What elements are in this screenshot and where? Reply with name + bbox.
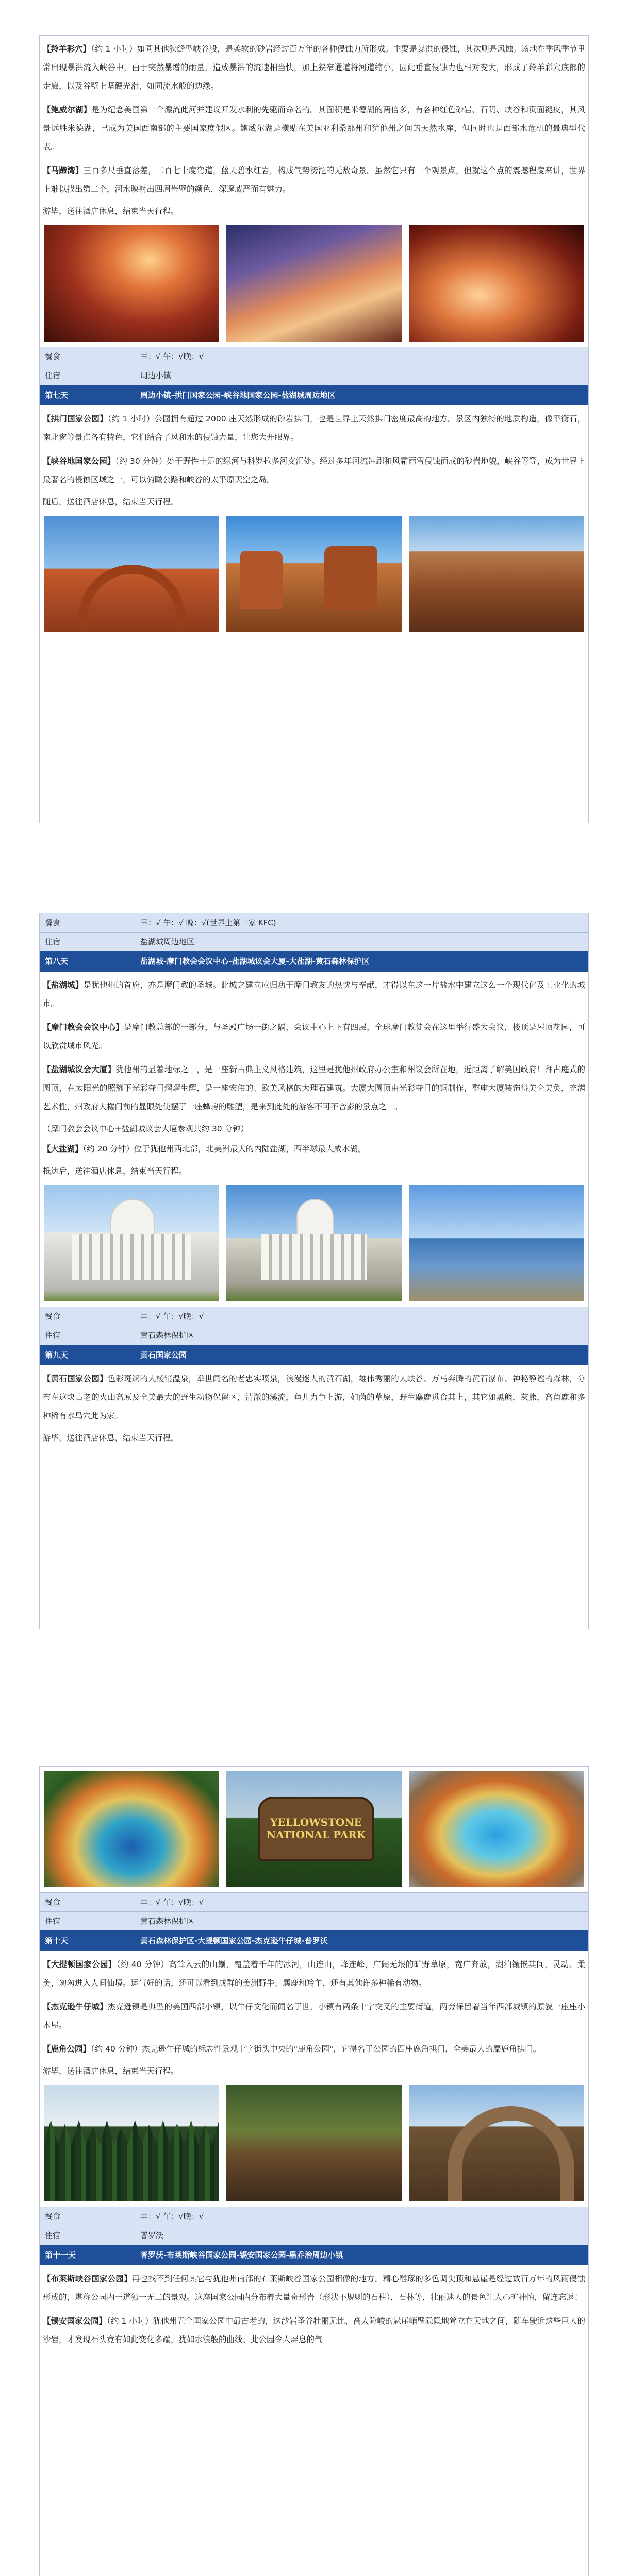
paragraph-yellowstone xyxy=(40,1369,588,1425)
row-label: 住宿 xyxy=(40,933,135,951)
paragraph-text: 再也找不到任何其它与犹他州南部的布莱斯峡谷国家公园相像的地方。精心雕琢的多色调尖顶和悬崖是经过数百万年的风雨侵蚀形成的，堪称公园内一道独一无二的景观。这座国家公园内分布着大量奇形岩（形状不规则的石柱），石林等，壮丽迷人的景色让人心旷神怡，留连忘返！ xyxy=(43,2274,585,2302)
day-label: 第十天 xyxy=(40,1930,135,1951)
day-label: 第九天 xyxy=(40,1345,135,1365)
day-label: 第八天 xyxy=(40,951,135,972)
paragraph-conference-center xyxy=(40,1018,588,1055)
row-label: 住宿 xyxy=(40,1912,135,1930)
row-label: 餐食 xyxy=(40,1893,135,1911)
paragraph-antelope xyxy=(40,40,588,95)
paragraph-text: 三百多尺垂直落差，二百七十度弯道，蓝天碧水红岩，构成气势滂沱的无敌奇景。虽然它只有一个观景点，但就这个点的震撼程度来讲，世界上难以找出第二个，河水映射出四周岩壁的颜色，深邃威严而有魅力。 xyxy=(43,166,585,194)
paragraph-text: 犹他州的显着地标之一，是一座新古典主义风格建筑，这里是犹他州政府办公室和州议会所在地，近距离了解美国政府！拜占庭式的圆顶，在太阳光的照耀下光彩夺目熠熠生辉，是一座宏伟的、欧美风格的大理石建筑。大厦大圆顶由光彩夺目的铜制作，整座大厦装饰得美仑美奂，充满艺术性，州政府大楼门前的显眼处使摆了一座蜂房的雕塑，是来到此处的游客不可不合影的景点之一。 xyxy=(43,1065,585,1111)
meal-row xyxy=(40,913,588,932)
paragraph-text: 是犹他州的首府，亦是摩门教的圣城。此城之建立应归功于摩门教友的热忱与奉献，才得以在这一片盐水中建立这么一个现代化及工业化的城市。 xyxy=(43,980,585,1008)
highlight-label: 【盐湖城议会大厦】 xyxy=(43,1065,116,1074)
paragraph-text: 是为纪念美国第一个漂流此河并建议开发水利的先驱而命名的。其面积是米德湖的两倍多，有各种红色砂岩、石阴、峡谷和页面褪皮，其风景远胜米德湖，已成为美国西南部的主要国家度假区。鲍威尔湖是横贴在美国亚利桑那州和犹他州之间的天然水库，但同时也是西部水危机的最典型代表。 xyxy=(43,105,585,151)
grand-prismatic-photo xyxy=(409,1771,584,1887)
paragraph-powell xyxy=(40,100,588,156)
stay-row xyxy=(40,366,588,385)
antelope-canyon-photo xyxy=(409,225,584,342)
day-route: 黄石国家公园 xyxy=(140,1350,187,1360)
paragraph-text: （约 40 分钟）高耸入云的山巅，覆盖着千年的冰河，山连山，峰连峰，广阔无垠的旷野草原，宽广奔放，湖泊镶嵌其间，灵动、柔美，匆匆进入人间仙境。运气好的话，还可以看到成群的美洲野牛、麋鹿和羚羊，还有其他许多种稀有动物。 xyxy=(43,1960,585,1988)
arches-park-photo xyxy=(226,516,402,632)
itinerary-section-3 xyxy=(39,1766,589,2576)
highlight-label: 【鹿角公园】 xyxy=(43,2044,91,2054)
yellowstone-sign: YELLOWSTONE NATIONAL PARK xyxy=(258,1797,374,1861)
highlight-label: 【羚羊彩穴】 xyxy=(43,44,91,54)
paragraph-zion xyxy=(40,2312,588,2349)
row-value: 早：√ 午：√晚：√ xyxy=(140,2212,204,2221)
row-value: 早：√ 午：√晚：√ xyxy=(140,1312,204,1321)
image-row xyxy=(40,222,588,347)
paragraph-text: 色彩斑斓的大棱镜温泉，举世闻名的老忠实喷泉，浪漫迷人的黄石湖，雄伟秀丽的大峡谷、万马奔腾的黄石瀑布、神秘静谧的森林，分布在这块古老的火山高原及全美最大的野生动物保留区，清澈的溪流，鱼儿力争上游，如茵的草原，野生麋鹿觅食其上，其它如黑熊，灰熊，高角鹿和多种稀有水鸟穴此为家。 xyxy=(43,1374,585,1420)
row-label: 餐食 xyxy=(40,913,135,932)
paragraph-text: （约 20 分钟）位于犹他州西北部，北美洲最大的内陆盐湖，西半球最大咸水湖。 xyxy=(82,1144,366,1154)
meal-row xyxy=(40,1892,588,1911)
day-header xyxy=(40,1345,588,1365)
paragraph-saltlake-city xyxy=(40,976,588,1013)
paragraph-end: 抵达后，送往酒店休息，结束当天行程。 xyxy=(43,1166,187,1176)
stay-row xyxy=(40,2226,588,2245)
paragraph-text: 是摩门教总部的一部分，与圣殿广场一街之隔，会议中心上下有四层，全球摩门教徒会在这里举行盛大会议，楼顶是屋顶花园，可以欣赏城市风光。 xyxy=(43,1023,585,1050)
row-label: 住宿 xyxy=(40,2226,135,2245)
paragraph-text: （约 40 分钟）杰克逊牛仔城的标志性景观十字街头中央的"鹿角公园"，它得名于公园的四座鹿角拱门，全美最大的麋鹿角拱门。 xyxy=(91,2044,541,2054)
paragraph-canyonlands xyxy=(40,452,588,489)
paragraph-arches xyxy=(40,410,588,447)
day-route: 盐湖城-摩门教会会议中心-盐湖城议会大厦-大盐湖-黄石森林保护区 xyxy=(140,957,370,966)
row-value: 周边小镇 xyxy=(140,371,172,380)
paragraph-bryce xyxy=(40,2269,588,2307)
highlight-label: 【摩门教会会议中心】 xyxy=(43,1023,124,1032)
paragraph-capitol xyxy=(40,1060,588,1116)
row-label: 餐食 xyxy=(40,1307,135,1326)
canyonlands-photo xyxy=(409,516,584,632)
capitol-photo xyxy=(226,1185,402,1301)
capitol-photo xyxy=(44,1185,219,1301)
stay-row xyxy=(40,1911,588,1930)
day-header xyxy=(40,2245,588,2265)
paragraph-end: 游毕，送往酒店休息，结束当天行程。 xyxy=(43,2066,179,2076)
meal-row xyxy=(40,347,588,366)
row-label: 餐食 xyxy=(40,347,135,366)
paragraph-text: （约 1 小时）如同其他狭缝型峡谷般，是柔软的砂岩经过百万年的各种侵蚀力所形成。主要是暴洪的侵蚀，其次则是风蚀。该地在季风季节里常出现暴洪流入峡谷中，由于突然暴增的雨量，造成暴洪的流速相当快，加上狭窄通道将河道缩小，因此垂直侵蚀力也相对变大，形成了羚羊彩穴底部的走廊，以及谷壁上坚硬光滑、如同流水般的边缘。 xyxy=(43,44,585,91)
row-value: 盐湖城周边地区 xyxy=(140,937,195,946)
great-salt-lake-photo xyxy=(409,1185,584,1301)
highlight-label: 【锡安国家公园】 xyxy=(43,2316,107,2326)
highlight-label: 【大提顿国家公园】 xyxy=(43,1960,117,1969)
row-label: 住宿 xyxy=(40,366,135,385)
paragraph-grand-teton xyxy=(40,1955,588,1992)
row-label: 住宿 xyxy=(40,1326,135,1345)
paragraph-end: 游毕，送往酒店休息，结束当天行程。 xyxy=(43,1433,179,1443)
highlight-label: 【盐湖城】 xyxy=(43,980,84,990)
yellowstone-sign-photo xyxy=(226,1771,402,1887)
antelope-canyon-photo xyxy=(226,225,402,342)
day-label: 第十一天 xyxy=(40,2245,135,2265)
day-label: 第七天 xyxy=(40,385,135,405)
stay-row xyxy=(40,932,588,951)
paragraph-text: （约 30 分钟）处于野性十足的绿河与科罗拉多河交汇处。经过多年河流冲刷和风霜雨雪侵蚀而成的砂岩地貌，峡谷等等，成为世界上最著名的侵蚀区域之一，可以俯瞰公路和峡谷的太平原天空之岛。 xyxy=(43,456,585,484)
row-value: 早：√ 午：√晚：√ xyxy=(140,1897,204,1907)
day-route: 周边小镇-拱门国家公园-峡谷地国家公园-盐湖城周边地区 xyxy=(140,391,336,400)
day-header xyxy=(40,385,588,405)
highlight-label: 【黄石国家公园】 xyxy=(43,1374,108,1383)
day-header xyxy=(40,951,588,972)
paragraph-end: 游毕，送往酒店休息，结束当天行程。 xyxy=(43,207,179,216)
paragraph-jackson xyxy=(40,1997,588,2035)
paragraph-text: 杰克逊镇是典型的美国西部小镇，以牛仔文化而闻名于世，小镇有两条十字交叉的主要街道，两旁保留着当年西部城镇的原貌一座座小木屋。 xyxy=(43,2002,585,2030)
day-route: 黄石森林保护区-大提顿国家公园-杰克逊牛仔城-普罗沃 xyxy=(140,1936,328,1945)
highlight-label: 【大盐湖】 xyxy=(43,1144,83,1154)
paragraph-great-salt-lake xyxy=(40,1140,588,1158)
row-value: 黄石森林保护区 xyxy=(140,1917,195,1926)
highlight-label: 【鲍威尔湖】 xyxy=(43,105,92,114)
highlight-label: 【布莱斯峡谷国家公园】 xyxy=(43,2274,132,2283)
hot-spring-photo xyxy=(44,1771,219,1887)
paragraph-text: （约 1 小时）犹他州五个国家公园中最古老的，这沙岩圣谷壮丽无比，高大险峻的悬崖峭壁隐隐地耸立在天地之间，随车驶近这些巨大的沙岩，才发现石头竟有如此变化多端，犹如水浪般的曲线。此公园令人屏息的气 xyxy=(43,2316,585,2344)
day-route: 普罗沃-布莱斯峡谷国家公园-锡安国家公园-墨乔治周边小镇 xyxy=(140,2250,343,2260)
jackson-sign-photo xyxy=(226,2085,402,2201)
itinerary-section-1 xyxy=(39,35,589,823)
highlight-label: 【杰克逊牛仔城】 xyxy=(43,2002,108,2011)
row-value: 早：√ 午：√ 晚：√(世界上第一家 KFC) xyxy=(140,918,276,927)
highlight-label: 【拱门国家公园】 xyxy=(43,414,108,423)
teton-forest-photo xyxy=(44,2085,219,2201)
meal-row xyxy=(40,1307,588,1326)
paragraph-horseshoe xyxy=(40,161,588,198)
image-row xyxy=(40,513,588,637)
paragraph-end: 随后，送往酒店休息，结束当天行程。 xyxy=(43,497,179,506)
row-value: 普罗沃 xyxy=(140,2231,164,2240)
antler-arch-photo xyxy=(409,2085,584,2201)
stay-row xyxy=(40,1326,588,1345)
row-value: 早：√ 午：√晚：√ xyxy=(140,352,204,361)
highlight-label: 【峡谷地国家公园】 xyxy=(43,456,115,466)
highlight-label: 【马蹄湾】 xyxy=(43,166,84,175)
row-label: 餐食 xyxy=(40,2207,135,2226)
paragraph-text: （约 1 小时）公园拥有超过 2000 座天然形成的砂岩拱门，也是世界上天然拱门密度最高的地方。景区内独特的地质构造，像平衡石，南北窗等景点各有特色，它们结合了风和水的侵蚀力量，让您大开眼界。 xyxy=(43,414,585,442)
paragraph-antler-park xyxy=(40,2040,588,2058)
image-row xyxy=(40,1767,588,1892)
row-value: 黄石森林保护区 xyxy=(140,1331,195,1340)
antelope-canyon-photo xyxy=(44,225,219,342)
paragraph-note: （摩门教会会议中心+盐湖城议会大厦参观共约 30 分钟） xyxy=(43,1124,249,1133)
meal-row xyxy=(40,2207,588,2226)
itinerary-section-2 xyxy=(39,913,589,1629)
day-header xyxy=(40,1930,588,1951)
image-row xyxy=(40,2082,588,2207)
image-row xyxy=(40,1182,588,1307)
arches-photo xyxy=(44,516,219,632)
